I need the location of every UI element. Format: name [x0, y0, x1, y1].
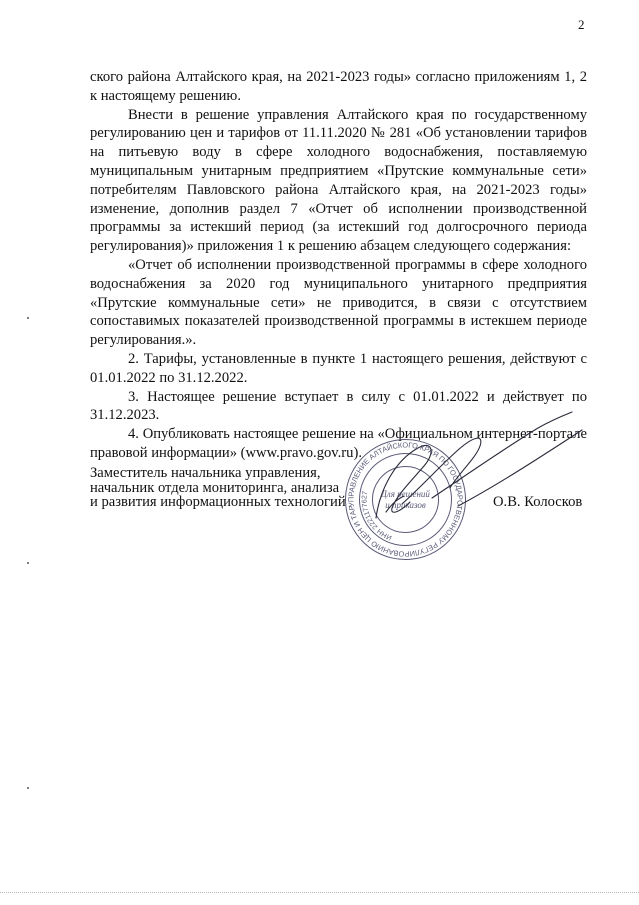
position-line-1: Заместитель начальника управления,	[90, 465, 321, 481]
margin-mark	[27, 562, 29, 564]
signatory-name: О.В. Колосков	[493, 494, 583, 510]
position-line-2: начальник отдела мониторинга, анализа	[90, 479, 340, 496]
page-number: 2	[578, 17, 585, 32]
document-body	[90, 68, 587, 463]
paragraph-quoted-addition: «Отчет об исполнении производственной программы в сфере холодного водоснабжения за 2020 год муниципального унитарного предприятия «Прутские коммунальные сети» не приводится, в связи с отсутствием сопоставимых показателей производственной программы в истекшем периоде регулирования.».	[90, 256, 587, 349]
handwritten-signature	[362, 408, 592, 528]
paragraph-amendment: Внести в решение управления Алтайского края по государственному регулированию цен и тарифов от 11.11.2020 № 281 «Об установлении тарифов на питьевую воду в сфере холодного водоснабжения, поставляемую муниципальным унитарным предприятием «Прутские коммунальные сети» потребителям Павловского района Алтайского края, на 2021-2023 годы» изменение, дополнив раздел 7 «Отчет об исполнении производственной программы за истекший период (за истекший год долгосрочного периода регулирования)» приложения 1 к решению абзацем следующего содержания:	[90, 106, 587, 255]
stamp-outer-text: УПРАВЛЕНИЕ АЛТАЙСКОГО КРАЯ ПО ГОСУДАРСТВЕННОМУ РЕГУЛИРОВАНИЮ ЦЕН И ТАРИФОВ	[346, 440, 465, 559]
paragraph-continuation: ского района Алтайского края, на 2021-2023 годы» согласно приложениям 1, 2 к настоящему решению.	[90, 69, 587, 104]
stamp-center-line-1: Для решений	[381, 489, 430, 499]
stamp-inn-text: ИНН 2221177627	[361, 490, 393, 541]
signatory-position	[90, 466, 346, 510]
bottom-scan-edge	[0, 892, 639, 893]
paragraph-item-2: 2. Тарифы, установленные в пункте 1 настоящего решения, действуют с 01.01.2022 по 31.12.2022.	[90, 350, 587, 386]
paragraph-item-4: 4. Опубликовать настоящее решение на «Официальном интернет-портале правовой информации» (www.pravo.gov.ru).	[90, 426, 587, 461]
margin-mark	[27, 317, 29, 319]
margin-mark	[27, 787, 29, 789]
stamp-center-line-2: и приказов	[385, 500, 426, 510]
paragraph-item-3: 3. Настоящее решение вступает в силу с 01.01.2022 и действует по 31.12.2023.	[90, 388, 587, 424]
position-line-3: и развития информационных технологий	[90, 494, 346, 510]
